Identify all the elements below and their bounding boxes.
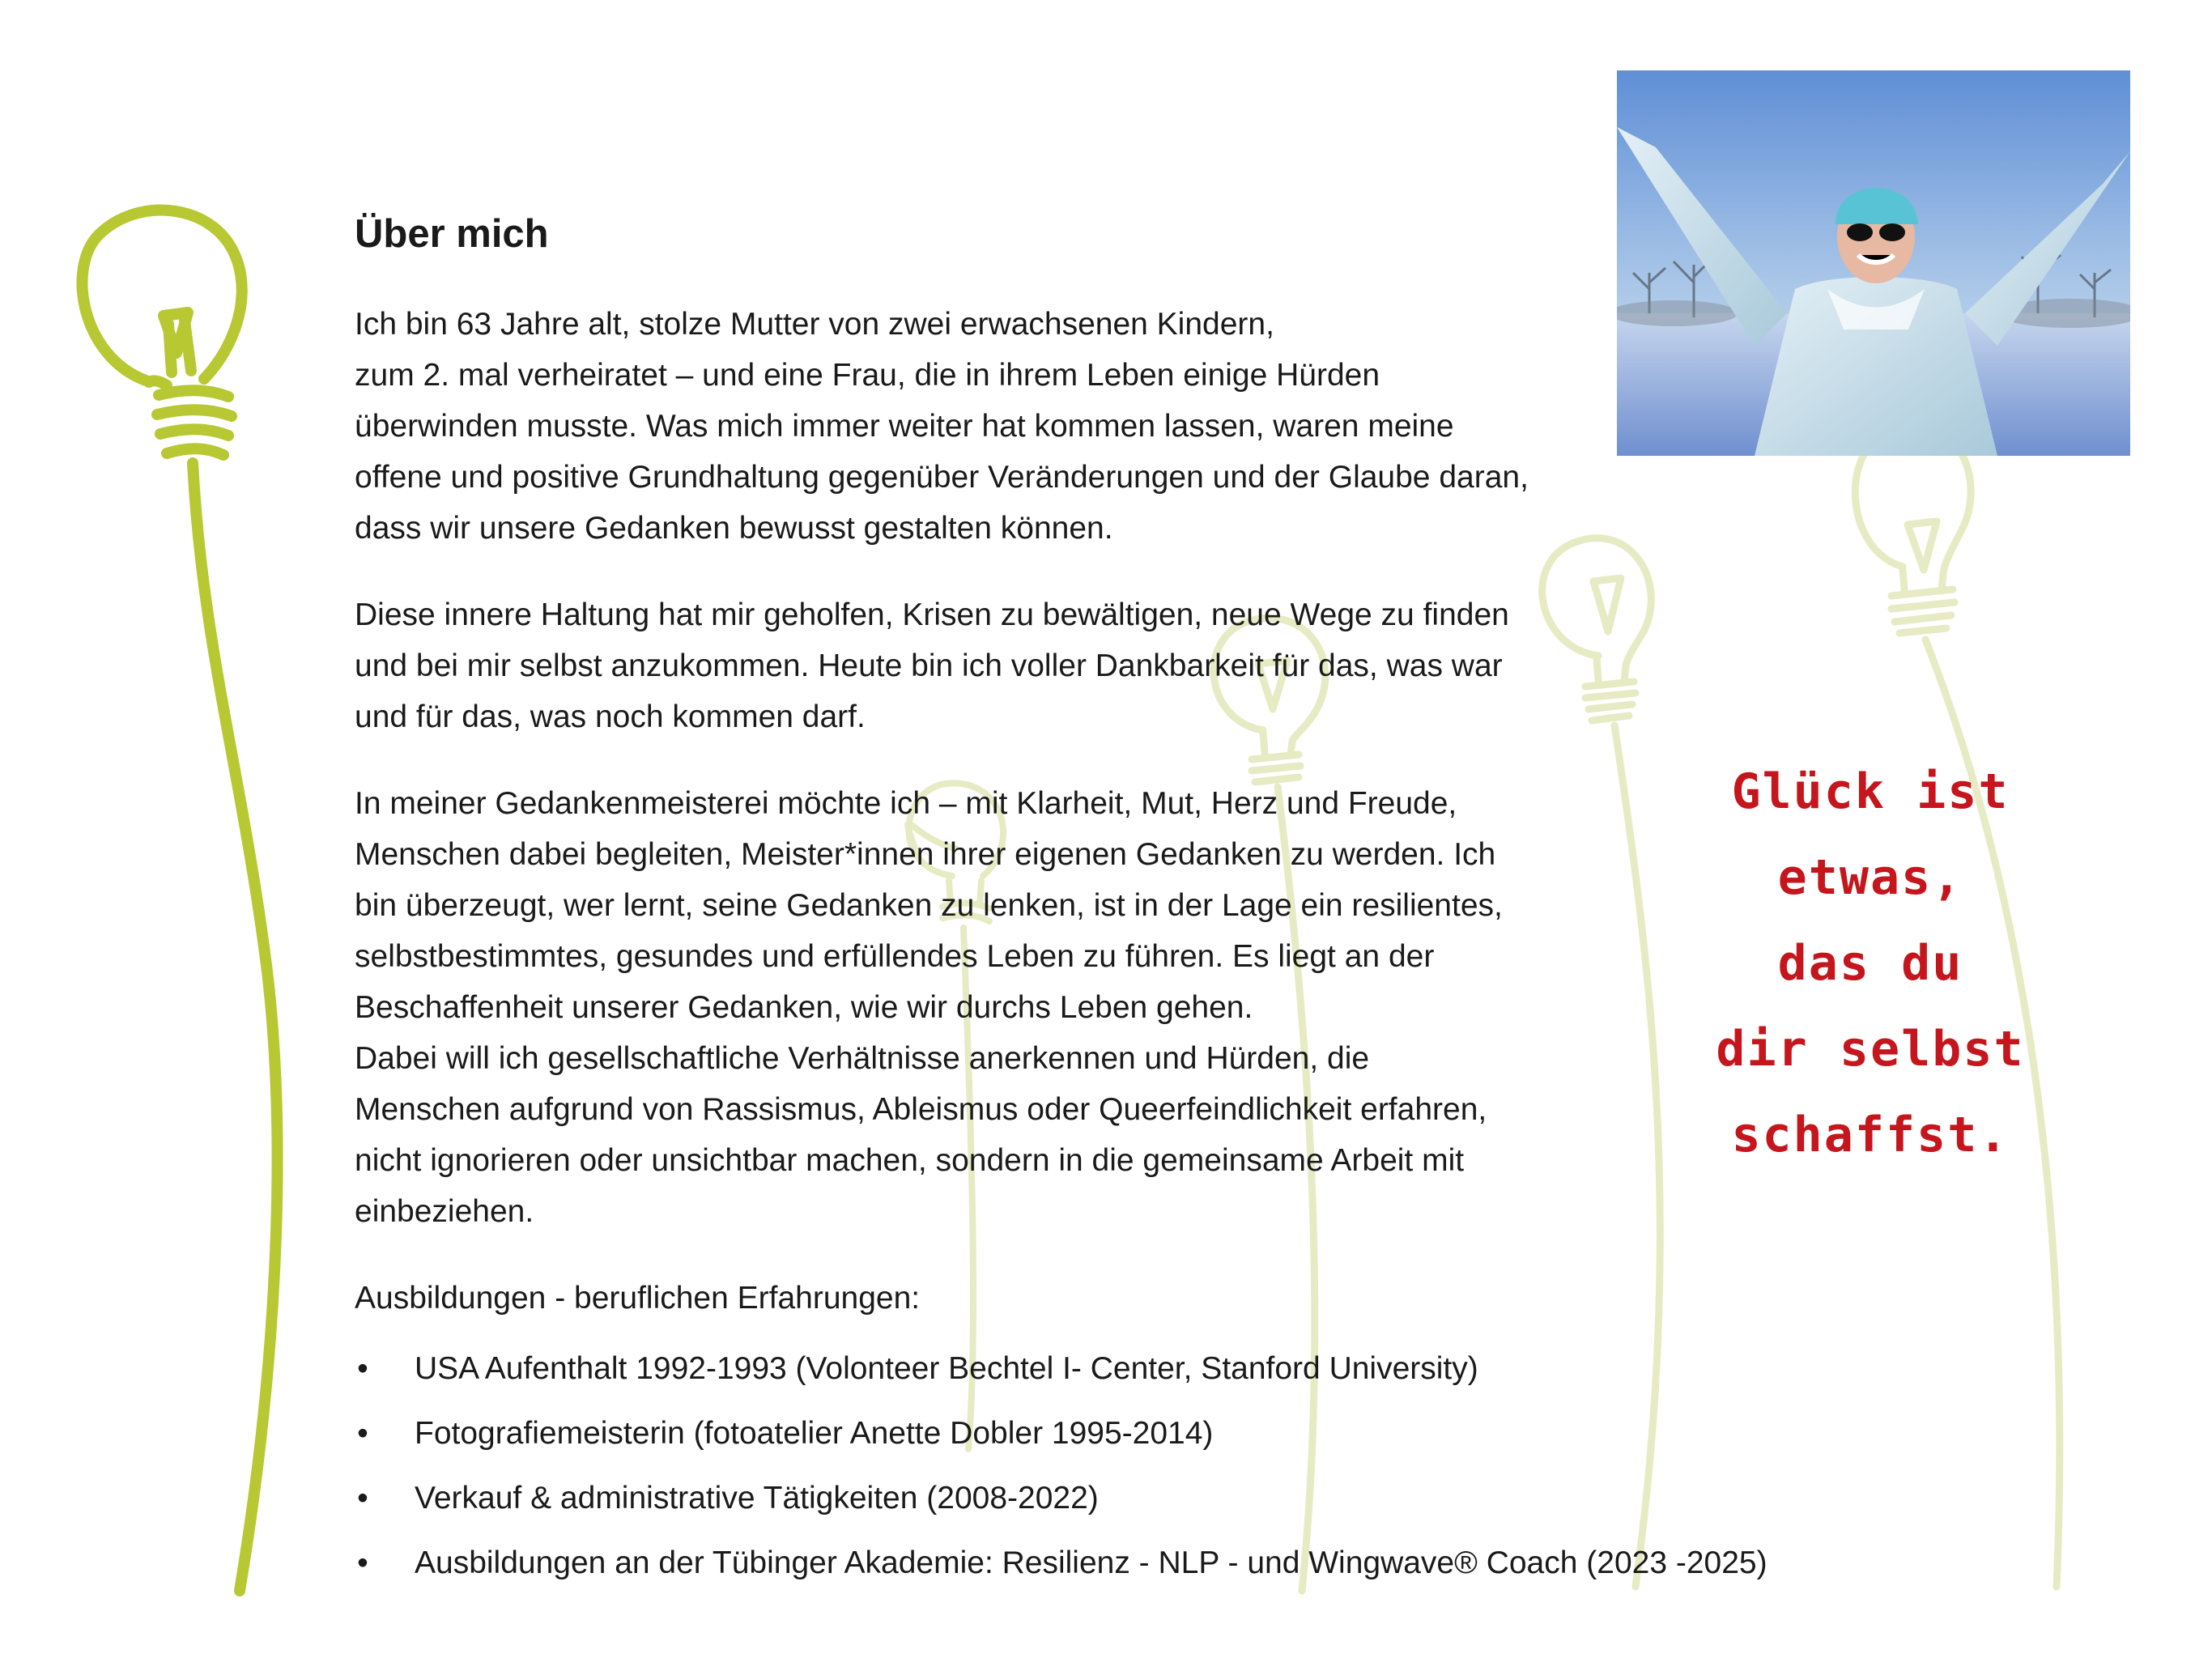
bullet-icon: • xyxy=(357,1545,368,1580)
quote-line: schaffst. xyxy=(1731,1107,2010,1163)
education-list xyxy=(355,1343,1767,1588)
list-item-text: USA Aufenthalt 1992-1993 (Volonteer Bechtel I- Center, Stanford University) xyxy=(415,1351,1478,1386)
text-line: Menschen aufgrund von Rassismus, Ableismus oder Queerfeindlichkeit erfahren, xyxy=(355,1092,1487,1127)
text-line: dass wir unsere Gedanken bewusst gestalten können. xyxy=(355,511,1113,546)
text-line: zum 2. mal verheiratet – und eine Frau, die in ihrem Leben einige Hürden xyxy=(355,358,1380,393)
text-line: In meiner Gedankenmeisterei möchte ich – mit Klarheit, Mut, Herz und Freude, xyxy=(355,786,1457,821)
quote-line: Glück ist xyxy=(1731,763,2010,820)
about-section xyxy=(355,209,1767,1602)
quote-line: dir selbst xyxy=(1716,1021,2025,1078)
text-line: Diese innere Haltung hat mir geholfen, Krisen zu bewältigen, neue Wege zu finden xyxy=(355,597,1509,632)
text-line: selbstbestimmtes, gesundes und erfüllendes Leben zu führen. Es liegt an der xyxy=(355,939,1435,974)
text-line: Beschaffenheit unserer Gedanken, wie wir durchs Leben gehen. xyxy=(355,990,1253,1025)
text-line: Menschen dabei begleiten, Meister*innen ihrer eigenen Gedanken zu werden. Ich xyxy=(355,837,1496,872)
list-item xyxy=(355,1408,1682,1459)
text-line: nicht ignorieren oder unsichtbar machen, sondern in die gemeinsame Arbeit mit xyxy=(355,1143,1465,1178)
text-line: Ich bin 63 Jahre alt, stolze Mutter von zwei erwachsenen Kindern, xyxy=(355,307,1274,342)
text-line: und bei mir selbst anzukommen. Heute bin ich voller Dankbarkeit für das, was war xyxy=(355,648,1503,683)
list-item xyxy=(355,1473,1682,1524)
text-line: einbeziehen. xyxy=(355,1194,534,1229)
quote-line: etwas, xyxy=(1777,849,1963,906)
list-item xyxy=(355,1537,1767,1588)
text-line: offene und positive Grundhaltung gegenüber Veränderungen und der Glaube daran, xyxy=(355,460,1529,495)
quote-line: das du xyxy=(1777,935,1963,992)
page-title: Über mich xyxy=(355,212,549,256)
lightbulb-icon xyxy=(82,210,277,1591)
about-paragraph-3 xyxy=(355,778,1682,1237)
about-paragraph-2 xyxy=(355,589,1682,742)
portrait-photo xyxy=(1617,70,2130,456)
text-line: und für das, was noch kommen darf. xyxy=(355,699,866,734)
list-item-text: Verkauf & administrative Tätigkeiten (2008-2022) xyxy=(415,1481,1099,1516)
text-line: Dabei will ich gesellschaftliche Verhältnisse anerkennen und Hürden, die xyxy=(355,1041,1370,1076)
education-heading: Ausbildungen - beruflichen Erfahrungen: xyxy=(355,1281,921,1316)
bullet-icon: • xyxy=(357,1351,368,1386)
text-line: überwinden musste. Was mich immer weiter hat kommen lassen, waren meine xyxy=(355,409,1454,444)
list-item-text: Ausbildungen an der Tübinger Akademie: Resilienz - NLP - und Wingwave® Coach (2023 -2025) xyxy=(415,1545,1767,1580)
list-item xyxy=(355,1343,1682,1394)
bullet-icon: • xyxy=(357,1416,368,1451)
about-paragraph-1 xyxy=(355,299,1682,554)
text-line: bin überzeugt, wer lernt, seine Gedanken zu lenken, ist in der Lage ein resilientes, xyxy=(355,888,1503,923)
bullet-icon: • xyxy=(357,1481,368,1516)
list-item-text: Fotografiemeisterin (fotoatelier Anette Dobler 1995-2014) xyxy=(415,1416,1214,1451)
quote xyxy=(1692,749,2048,1178)
